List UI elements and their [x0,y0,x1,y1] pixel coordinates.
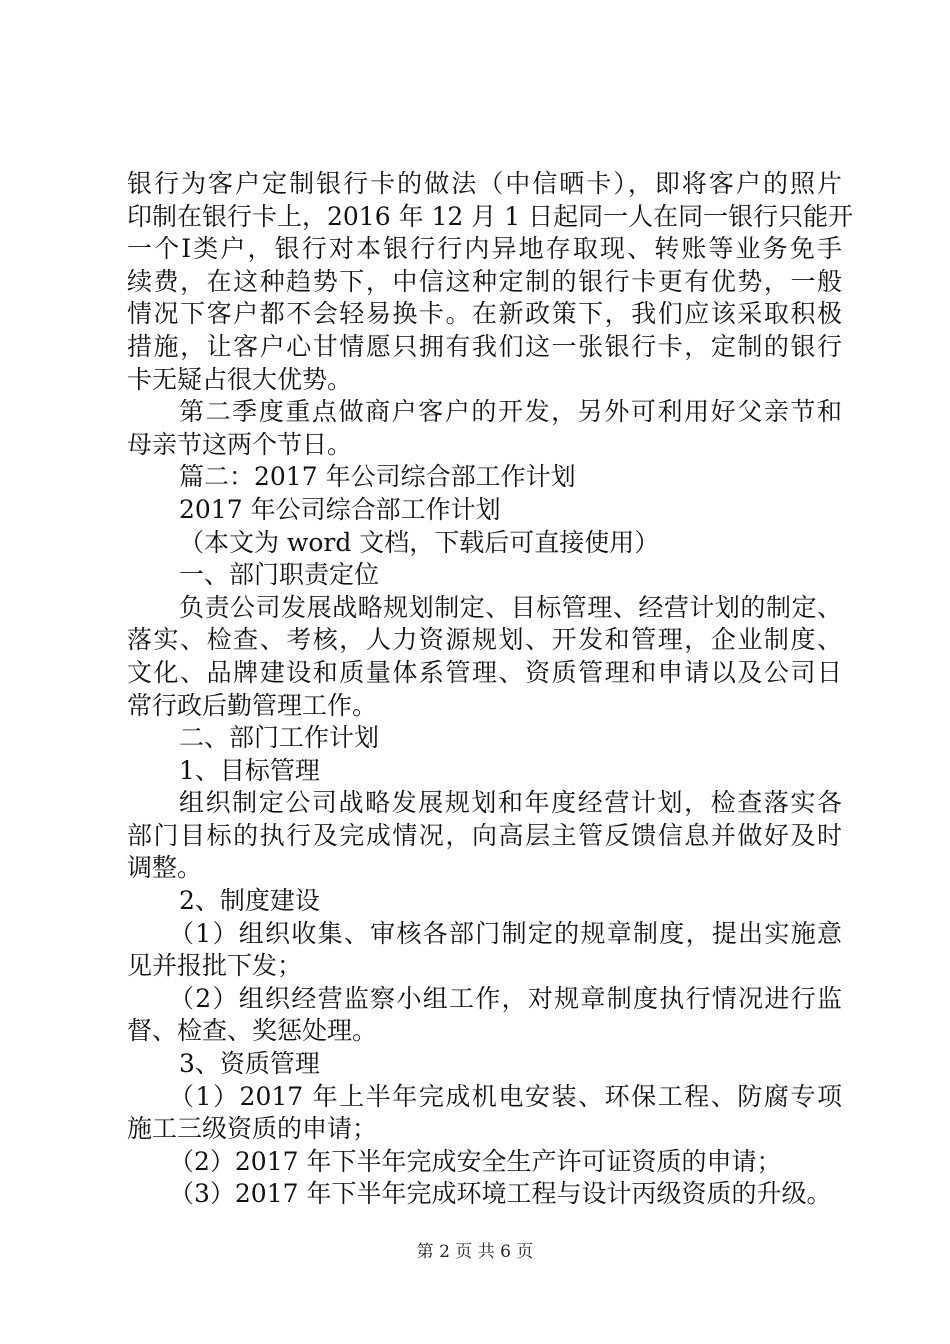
list-item: （1）2017 年上半年完成机电安装、环保工程、防腐专项 [169,1081,842,1111]
text-line: 银行为客户定制银行卡的做法（中信晒卡），即将客户的照片 [127,169,842,198]
text-line: 印制在银行卡上，2016 年 12 月 1 日起同一人在同一银行只能开 [127,201,854,231]
section-heading: 一、部门职责定位 [179,560,380,590]
list-item: （2）组织经营监察小组工作，对规章制度执行情况进行监 [169,983,842,1013]
text-line: 负责公司发展战略规划制定、目标管理、经营计划的制定、 [179,592,842,622]
text-line: 施工三级资质的申请； [127,1114,378,1144]
subsection-heading: 3、资质管理 [179,1049,320,1079]
list-item: （3）2017 年下半年完成环境工程与设计丙级资质的升级。 [169,1179,832,1209]
text-line: 卡无疑占很大优势。 [127,364,353,394]
text-line: 组织制定公司战略发展规划和年度经营计划，检查落实各 [179,788,842,818]
page-footer [0,1240,950,1264]
text-line: 见并报批下发； [127,951,303,981]
section-heading: 二、部门工作计划 [179,723,380,753]
subsection-heading: 1、目标管理 [179,755,320,785]
document-title: 2017 年公司综合部工作计划 [179,494,501,524]
text-line: 部门目标的执行及完成情况，向高层主管反馈信息并做好及时 [127,820,842,850]
list-item: （2）2017 年下半年完成安全生产许可证资质的申请； [169,1146,782,1176]
text-line: 母亲节这两个节日。 [127,429,353,459]
text-line: 督、检查、奖惩处理。 [127,1016,378,1046]
list-item: （1）组织收集、审核各部门制定的规章制度，提出实施意 [169,918,842,948]
text-line: 常行政后勤管理工作。 [127,690,378,720]
text-line: 续费，在这种趋势下，中信这种定制的银行卡更有优势，一般 [127,266,842,296]
text-line: 落实、检查、考核，人力资源规划、开发和管理，企业制度、 [127,625,842,655]
text-line: 调整。 [127,853,203,883]
section-heading: 篇二：2017 年公司综合部工作计划 [179,462,576,492]
text-line: 第二季度重点做商户客户的开发，另外可利用好父亲节和 [179,397,842,427]
text-line: 一个Ⅰ类户，银行对本银行行内异地存取现、转账等业务免手 [127,234,842,264]
document-body [127,168,854,1211]
page-indicator: 第 2 页 共 6 页 [416,1242,534,1262]
text-line: 情况下客户都不会轻易换卡。在新政策下，我们应该采取积极 [127,299,842,329]
text-line: 文化、品牌建设和质量体系管理、资质管理和申请以及公司日 [127,657,842,687]
text-line: 措施，让客户心甘情愿只拥有我们这一张银行卡，定制的银行 [127,331,842,361]
document-note: （本文为 word 文档，下载后可直接使用） [179,527,660,557]
subsection-heading: 2、制度建设 [179,886,320,916]
